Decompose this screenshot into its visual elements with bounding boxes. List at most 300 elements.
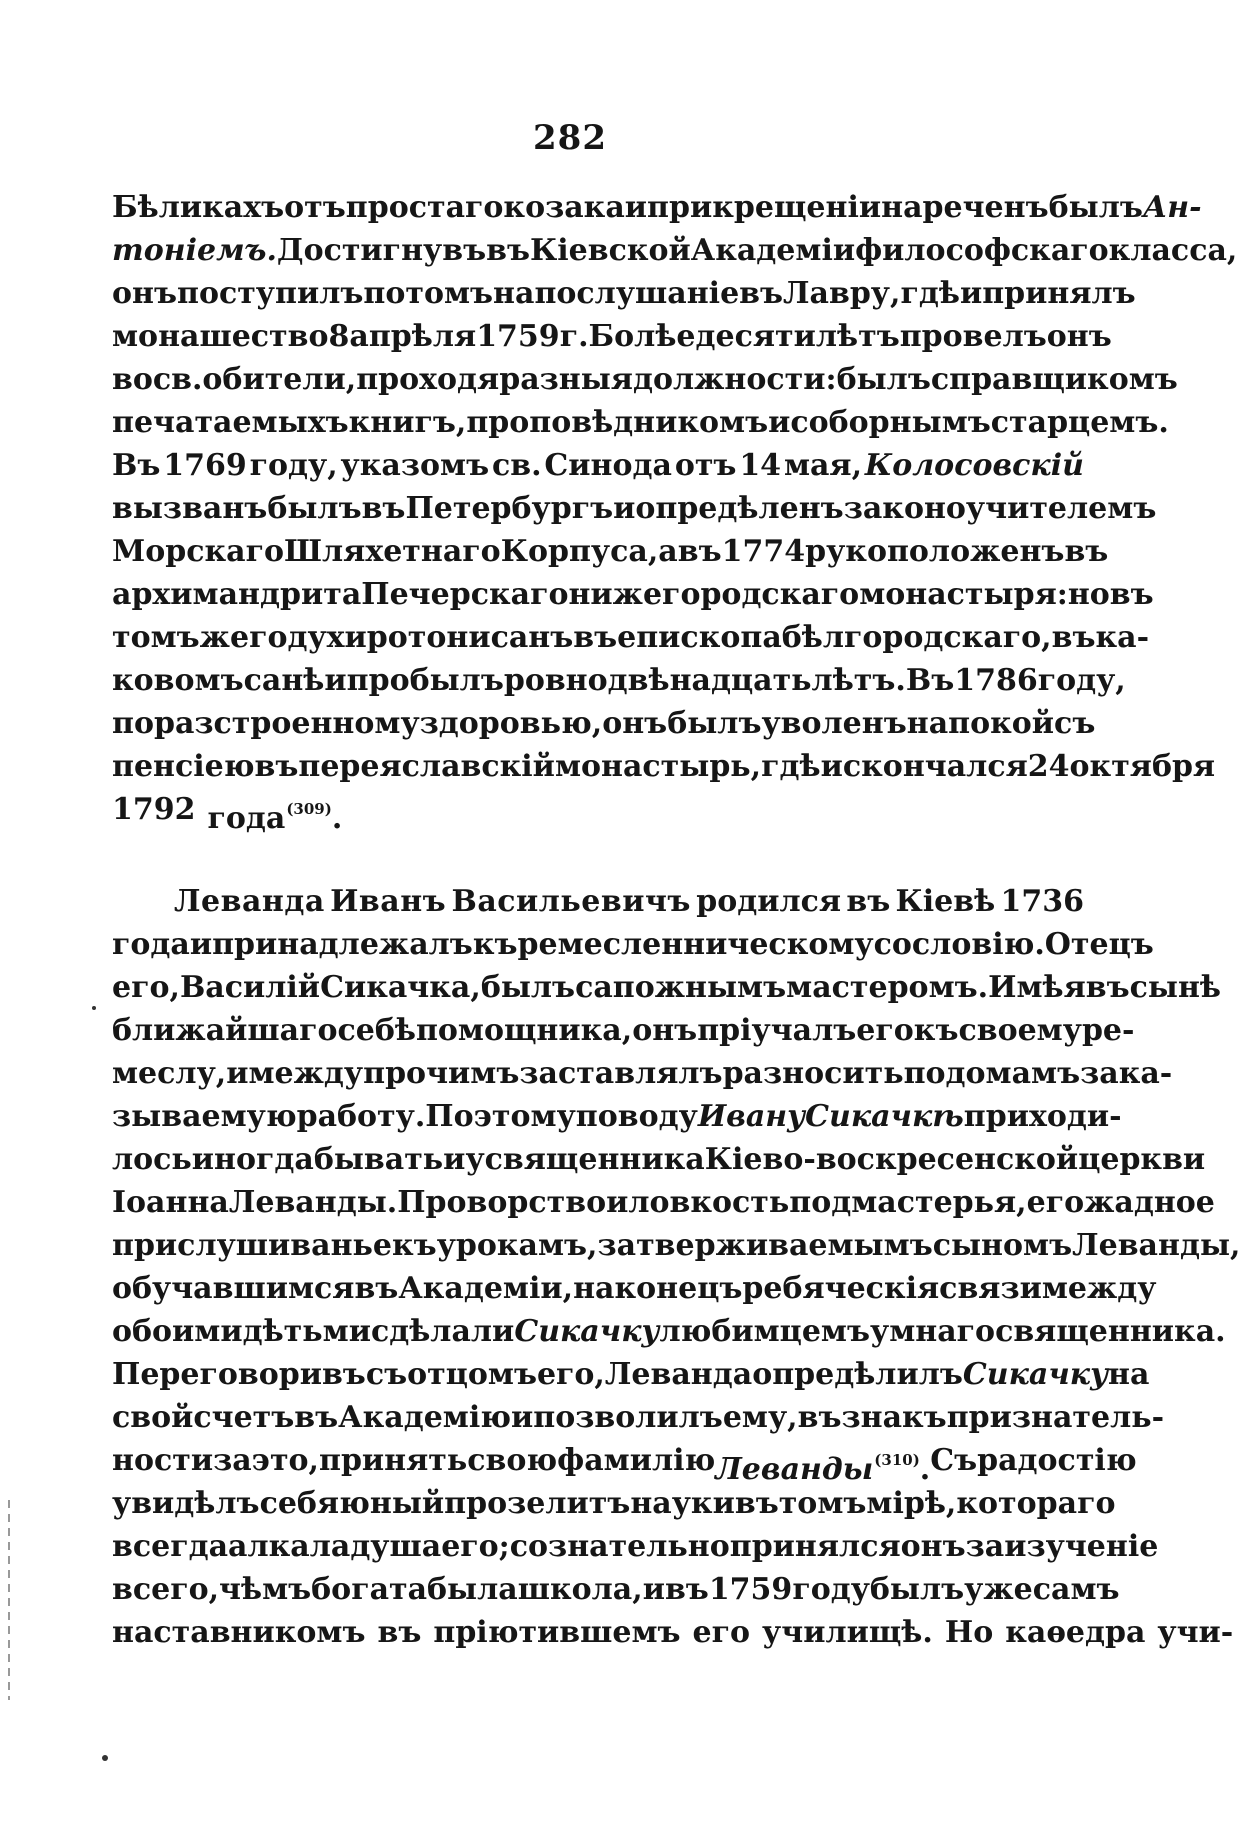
text-line: [112, 616, 1150, 659]
word: двѣнадцать: [607, 663, 812, 698]
word-group: [249, 616, 327, 659]
word-group: [228, 1525, 350, 1568]
word-group: [790, 401, 990, 444]
word-group: [914, 1009, 959, 1052]
word-group: [856, 1009, 913, 1052]
word-group: [180, 966, 320, 1009]
word: томъ: [778, 1486, 867, 1521]
word-group: [349, 315, 476, 358]
word: священника: [484, 1142, 705, 1177]
text-line: [112, 272, 1136, 315]
word: чѣмъ: [219, 1572, 312, 1607]
word-group: [193, 1396, 294, 1439]
word: въ: [664, 1572, 709, 1607]
word: Василій: [179, 970, 321, 1005]
word-group: [476, 315, 560, 358]
word: опредѣленъ: [635, 491, 844, 526]
word-group: [1157, 1611, 1233, 1654]
word: богата: [311, 1572, 428, 1607]
word: 1736: [1000, 884, 1084, 919]
word-group: [112, 923, 190, 966]
word: въ: [677, 534, 722, 569]
word-group: [518, 1568, 643, 1611]
word-group: [473, 923, 518, 966]
word-group: [356, 358, 499, 401]
word: ре-: [1081, 1013, 1135, 1048]
word-group: [573, 1267, 742, 1310]
word-group: [1027, 1181, 1084, 1224]
word: затверживаемымъ: [597, 1228, 933, 1263]
word-group: [510, 1525, 730, 1568]
word: Сикачку: [962, 1357, 1109, 1392]
footnote-ref[interactable]: (310): [874, 1451, 920, 1469]
text-line: [112, 358, 1178, 401]
word: его;: [441, 1529, 510, 1564]
word-group: [1064, 530, 1108, 573]
word: былъ: [667, 706, 762, 741]
word-group: [557, 1439, 715, 1482]
word-group: [112, 966, 180, 1009]
word: этому: [473, 1099, 576, 1134]
word-group: [501, 530, 659, 573]
word: и: [613, 491, 636, 526]
word: самъ: [1032, 1572, 1120, 1607]
word: у: [465, 1142, 485, 1177]
word-group: [112, 444, 160, 487]
word: архимандрита: [112, 577, 362, 612]
word-group: [200, 616, 249, 659]
word: ребяческія: [742, 1271, 940, 1306]
word: указомъ: [340, 448, 490, 483]
word: за: [965, 1529, 1005, 1564]
word: ности: [112, 1443, 214, 1478]
word-group: [837, 358, 931, 401]
word: мастеромъ.: [786, 970, 989, 1005]
word: съ: [365, 1357, 408, 1392]
word: Имѣя: [988, 970, 1086, 1005]
word: Достигнувъ: [276, 233, 487, 268]
text-line: [112, 966, 1222, 1009]
word-group: [659, 1310, 870, 1353]
word: простаго: [345, 190, 504, 225]
word: въ: [1109, 577, 1154, 612]
word-group: [964, 1568, 1033, 1611]
text-line: [112, 745, 1216, 788]
word-group: [1038, 659, 1126, 702]
word: урокамъ,: [436, 1228, 598, 1263]
word: монастырь,: [554, 749, 762, 784]
word-group: [900, 315, 1047, 358]
word-group: [398, 1267, 573, 1310]
word-group: [248, 1052, 363, 1095]
word-group: [1108, 1353, 1149, 1396]
word: сынѣ: [1129, 970, 1222, 1005]
word-group: [112, 487, 267, 530]
word: онъ: [112, 276, 177, 311]
word: любимцемъ: [659, 1314, 870, 1349]
word-group: [904, 1052, 946, 1095]
word-group: [613, 487, 635, 530]
word-group: [112, 573, 361, 616]
word: алкала: [228, 1529, 351, 1564]
word: печатаемыхъ: [112, 405, 349, 440]
word-group: [112, 1181, 229, 1224]
word-group: [735, 1482, 779, 1525]
word-group: [647, 186, 712, 229]
word: гдѣ: [761, 749, 821, 784]
word: въ: [1085, 970, 1130, 1005]
word: въ: [573, 620, 618, 655]
word-group: [112, 1138, 192, 1181]
word: справщикомъ: [930, 362, 1178, 397]
word: Иванъ: [330, 884, 447, 919]
word-group: [812, 659, 906, 702]
word-group: [947, 1396, 1164, 1439]
word-group: [337, 1009, 415, 1052]
word-group: [416, 1009, 632, 1052]
word: по: [112, 706, 154, 741]
word-group: [112, 788, 196, 831]
word-group: [846, 880, 890, 923]
word-group: [443, 1138, 465, 1181]
word: Сикачка,: [320, 970, 481, 1005]
word-group: [723, 1396, 798, 1439]
word: его,: [112, 970, 180, 1005]
word-group: [320, 966, 481, 1009]
word: свой: [112, 1400, 194, 1435]
word-group: [930, 1439, 977, 1482]
word: онъ: [900, 1529, 966, 1564]
text-line: [112, 401, 1169, 444]
word: приходи-: [963, 1099, 1122, 1134]
word-group: [1068, 573, 1110, 616]
word-group: [560, 315, 589, 358]
word-group: [511, 1396, 533, 1439]
word: за: [213, 1443, 252, 1478]
word-group: [1054, 702, 1095, 745]
word-group: [451, 880, 690, 923]
word: онъ: [1046, 319, 1112, 354]
word: покой: [948, 706, 1055, 741]
word: Сикачку: [514, 1314, 660, 1349]
word: году: [792, 1572, 870, 1607]
word: же: [199, 620, 250, 655]
word: своему: [958, 1013, 1082, 1048]
word: между: [1041, 1271, 1157, 1306]
word-group: [420, 702, 603, 745]
word-group: [865, 444, 1084, 487]
word-group: [667, 702, 761, 745]
text-line: [112, 1181, 1215, 1224]
word-group: [1033, 1568, 1120, 1611]
word-group: [112, 401, 349, 444]
word-group: [895, 880, 995, 923]
word: нареченъ: [881, 190, 1049, 225]
word: обоими: [112, 1314, 243, 1349]
word: рукоположенъ: [805, 534, 1065, 569]
word-group: [625, 186, 647, 229]
word-group: [617, 616, 782, 659]
word: пенсіею: [112, 749, 255, 784]
word: бѣлгородскаго,: [781, 620, 1052, 655]
word: разныя: [499, 362, 633, 397]
word: въ: [797, 1400, 842, 1435]
word: ловкость: [628, 1185, 790, 1220]
word: скончался: [842, 749, 1028, 784]
word: пріютившемъ: [433, 1615, 681, 1650]
word-group: [843, 745, 1028, 788]
word: счетъ: [193, 1400, 295, 1435]
word: По: [425, 1099, 474, 1134]
word-group: [311, 1568, 427, 1611]
word: Въ: [112, 448, 161, 483]
text-line: [112, 1138, 1206, 1181]
word-group: [859, 573, 1068, 616]
word-group: [712, 186, 881, 229]
word: 1759: [708, 1572, 793, 1607]
word-group: [329, 315, 350, 358]
word: разносить: [722, 1056, 904, 1091]
word-group: [112, 616, 200, 659]
word: Леванда: [604, 1357, 753, 1392]
word-group: [761, 745, 820, 788]
word: принялъ: [982, 276, 1136, 311]
word: отъ: [284, 190, 346, 225]
word: философскаго: [855, 233, 1109, 268]
word: должности:: [632, 362, 837, 397]
word-group: [465, 1138, 484, 1181]
word: десяти: [695, 319, 816, 354]
word: старцемъ.: [990, 405, 1169, 440]
word: изученіе: [1004, 1529, 1159, 1564]
word: .: [331, 801, 343, 836]
word: Леванда: [174, 884, 325, 919]
word: Синода: [544, 448, 672, 483]
word: бывать: [313, 1142, 444, 1177]
word: школа,: [517, 1572, 643, 1607]
word-group: [226, 1052, 248, 1095]
word: радостію: [977, 1443, 1137, 1478]
word-group: [467, 1439, 557, 1482]
word: юный: [339, 1486, 445, 1521]
word: въ: [294, 1400, 339, 1435]
text-line: [112, 1353, 1150, 1396]
word-group: [1072, 1224, 1240, 1267]
word-group: [154, 702, 420, 745]
word-group: [284, 530, 501, 573]
word-group: [715, 1439, 931, 1487]
word-group: [691, 229, 855, 272]
word: св.: [152, 362, 203, 397]
word: свою: [467, 1443, 558, 1478]
word-group: [485, 1138, 705, 1181]
word: священника.: [995, 1314, 1226, 1349]
word-group: [982, 272, 1135, 315]
word: заставлялъ: [519, 1056, 723, 1091]
word: поводу: [575, 1099, 698, 1134]
word-group: [874, 923, 1045, 966]
word-group: [1070, 745, 1216, 788]
word: мая,: [783, 448, 863, 483]
word-group: [349, 401, 467, 444]
text-line: [112, 923, 1154, 966]
word: и: [189, 927, 213, 962]
word-group: [530, 229, 691, 272]
word: лѣтъ: [815, 319, 900, 354]
word-group: [1078, 1138, 1205, 1181]
word: и: [820, 749, 843, 784]
word: Академію: [338, 1400, 511, 1435]
word-group: [255, 745, 299, 788]
paragraph-2: [112, 880, 1240, 1654]
word: отъ: [674, 448, 737, 483]
word-group: [363, 1052, 519, 1095]
word: увидѣлъ: [112, 1486, 260, 1521]
word: зываемую: [112, 1099, 297, 1134]
text-line: [112, 1052, 1173, 1095]
word: класса,: [1108, 233, 1238, 268]
word-group: [112, 745, 255, 788]
word-group: [665, 1568, 709, 1611]
word: сапожнымъ: [575, 970, 787, 1005]
word: Ан-: [1142, 190, 1202, 225]
word: на: [1108, 1357, 1150, 1392]
word: признатель-: [946, 1400, 1165, 1435]
word-group: [1047, 315, 1112, 358]
word-group: [789, 1181, 1026, 1224]
word-group: [112, 1396, 193, 1439]
word-group: [354, 1267, 398, 1310]
word-group: [1000, 880, 1084, 923]
word-group: [371, 1310, 514, 1353]
word-group: [544, 444, 672, 487]
word-group: [1004, 1525, 1158, 1568]
word-group: [363, 272, 493, 315]
word: всего,: [112, 1572, 220, 1607]
word-group: [628, 1181, 789, 1224]
word: 8: [328, 319, 350, 354]
word: и: [624, 190, 648, 225]
word: былъ: [869, 1572, 965, 1607]
word-group: [493, 272, 534, 315]
word: въ: [739, 276, 784, 311]
word: былъ: [1048, 190, 1143, 225]
word: учи-: [1157, 1615, 1234, 1650]
word-group: [112, 702, 154, 745]
word-group: [314, 1138, 443, 1181]
word-group: [425, 1095, 473, 1138]
word-group: [219, 1568, 311, 1611]
word-group: [589, 315, 696, 358]
ink-speck: [102, 1755, 108, 1761]
text-line: [112, 573, 1154, 616]
word: года: [112, 927, 190, 962]
word-group: [1143, 186, 1202, 229]
word-group: [330, 880, 446, 923]
word-group: [213, 1439, 252, 1482]
word-group: [1045, 923, 1154, 966]
word-group: [678, 530, 722, 573]
word-group: [229, 1181, 397, 1224]
word: каѳедра: [1005, 1615, 1146, 1650]
word: Ивану: [697, 1099, 806, 1134]
word-group: [153, 358, 203, 401]
footnote-ref[interactable]: (309): [286, 800, 332, 818]
word-group: [192, 1138, 314, 1181]
word-group: [964, 1095, 1122, 1138]
word-group: [112, 1224, 392, 1267]
word: опредѣлилъ: [752, 1357, 963, 1392]
word: сознательно: [509, 1529, 730, 1564]
word: 1769: [163, 448, 247, 483]
word: и: [959, 276, 983, 311]
word-group: [761, 702, 906, 745]
word-group: [1028, 745, 1070, 788]
word: ка-: [1095, 620, 1150, 655]
word: сдѣлали: [370, 1314, 515, 1349]
word: Бѣликахъ: [112, 190, 285, 225]
word: епископа: [617, 620, 782, 655]
word: соборнымъ: [790, 405, 991, 440]
word-group: [881, 186, 1048, 229]
word: дѣтьми: [242, 1314, 371, 1349]
word: 14: [739, 448, 782, 483]
word: нижегородскаго: [568, 577, 860, 612]
word: и: [511, 1400, 534, 1435]
word-group: [783, 272, 900, 315]
word-group: [112, 1353, 366, 1396]
word-group: [474, 1095, 576, 1138]
text-line: [112, 530, 1109, 573]
word-group: [948, 702, 1054, 745]
word: послушаніе: [534, 276, 740, 311]
word-group: [870, 1568, 964, 1611]
word-group: [244, 659, 325, 702]
word: 1774: [721, 534, 806, 569]
word-group: [250, 444, 338, 487]
word: котораго: [956, 1486, 1116, 1521]
word-group: [297, 1095, 426, 1138]
word-group: [739, 272, 783, 315]
word-group: [762, 1611, 933, 1654]
word: проходя: [356, 362, 500, 397]
word-group: [444, 1482, 630, 1525]
word: Леванды,: [1072, 1228, 1240, 1263]
word: себя: [259, 1486, 340, 1521]
word-group: [709, 1568, 793, 1611]
word: сословію.: [873, 927, 1045, 962]
word: книгъ,: [348, 405, 467, 440]
word: и: [606, 1185, 629, 1220]
word: былъ: [836, 362, 931, 397]
word-group: [960, 272, 982, 315]
word-group: [327, 616, 574, 659]
word-group: [112, 1052, 226, 1095]
word: его: [856, 1013, 914, 1048]
word: при: [647, 190, 713, 225]
word-group: [945, 1611, 993, 1654]
word: сыномъ: [932, 1228, 1073, 1263]
word: меслу,: [112, 1056, 227, 1091]
word-group: [1095, 616, 1149, 659]
word: переяславскій: [298, 749, 555, 784]
word-group: [573, 616, 617, 659]
word: и: [768, 405, 791, 440]
word-group: [805, 1095, 964, 1138]
word-group: [202, 358, 356, 401]
word: 24: [1027, 749, 1070, 784]
word-group: [339, 1482, 444, 1525]
